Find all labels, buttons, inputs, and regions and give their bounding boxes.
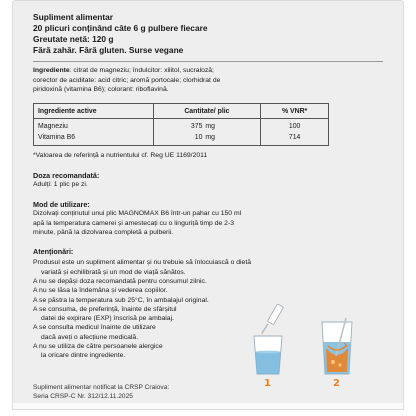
warning-text: A se consuma, de preferință, înainte de sfârșitul <box>33 305 177 313</box>
usage-line-3: minute, până la dizolvarea completă a pulberii. <box>33 229 174 236</box>
notification-notice <box>33 383 169 401</box>
notice-line-2: Seria CRSP-C Nr. 312/12.11.2025 <box>33 393 133 401</box>
warning-text-cont: variată și echilibrată și un mod de viață sănătos. <box>41 268 186 276</box>
row-name: Vitamina B6 <box>38 133 76 141</box>
sachet-icon <box>262 304 283 333</box>
warning-text: A se păstra la temperatura sub 25°C, în ambalajul original. <box>33 296 209 304</box>
warnings-title: Atenționări: <box>33 247 74 257</box>
row-vnr: 714 <box>261 132 329 146</box>
label-content <box>33 12 383 361</box>
warning-text: Produsul este un supliment alimentar și nu trebuie să înlocuiască o dietă <box>33 259 252 267</box>
dose-title: Doza recomandată: <box>33 170 100 180</box>
row-amount-unit: mg <box>205 133 215 141</box>
table-header-ingredient: Ingrediente active <box>34 103 154 118</box>
list-item <box>33 258 265 277</box>
glass-icon <box>322 322 352 374</box>
dose-text: Adulți: 1 plic pe zi. <box>33 180 88 188</box>
ingredients-line-2: corector de aciditate: acid citric; aromă portocale; clorhidrat de <box>33 76 221 84</box>
usage-title: Mod de utilizare: <box>33 200 90 210</box>
nutrition-table <box>33 103 329 146</box>
row-amount-value: 10 <box>194 133 203 141</box>
table-footnote: *Valoarea de referință a nutrientului cf. Reg UE 1169/2011 <box>33 151 208 159</box>
header-line-2: 20 plicuri conținând câte 6 g pulbere fiecare <box>33 23 208 33</box>
warning-text: A nu se utiliza de către persoanele alergice <box>33 343 163 351</box>
header-line-4: Fără zahăr. Fără gluten. Surse vegane <box>33 45 184 55</box>
list-item <box>33 277 265 286</box>
table-row <box>34 118 329 132</box>
header-line-3: Greutate netă: 120 g <box>33 34 114 44</box>
ingredients-label: Ingrediente <box>33 67 70 74</box>
row-amount <box>153 118 261 132</box>
row-vnr: 100 <box>261 118 329 132</box>
step-1-number: 1 <box>264 378 271 389</box>
row-amount-unit: mg <box>205 122 215 130</box>
step-1-illustration <box>248 302 294 384</box>
notice-line-1: Supliment alimentar notificat la CRSP Craiova: <box>33 384 170 391</box>
row-amount-value: 375 <box>190 122 203 130</box>
warning-text-cont: dacă aveți o afecțiune medicală. <box>41 333 139 341</box>
ingredients-block <box>33 66 383 95</box>
row-amount <box>153 132 261 146</box>
header-line-1: Supliment alimentar <box>33 12 114 22</box>
table-header-row <box>34 103 329 118</box>
table-row <box>34 132 329 146</box>
table-header-vnr: % VNR* <box>261 103 329 118</box>
warning-text-cont: datei de expirare (EXP) înscrisă pe ambalaj. <box>41 315 174 323</box>
step-2-illustration <box>316 318 362 384</box>
warnings-list <box>33 258 265 360</box>
package-bottom-edge <box>12 403 404 410</box>
warning-text: A nu se lăsa la îndemâna și vederea copiilor. <box>33 287 168 295</box>
ingredients-line-3: piridoxină (vitamina B6); colorant: riboflavină. <box>33 86 169 94</box>
list-item <box>33 296 265 305</box>
usage-line-1: Dizolvați conținutul unui plic MAGNOMAX B6 într-un pahar cu 150 ml <box>33 210 242 218</box>
warning-text: A nu se depăși doza recomandată pentru consumul zilnic. <box>33 278 207 285</box>
list-item <box>33 305 265 324</box>
row-name: Magneziu <box>38 122 68 130</box>
warning-text-cont: la oricare dintre ingrediente. <box>41 352 126 360</box>
list-item <box>33 323 265 342</box>
step-2-number: 2 <box>333 378 340 389</box>
warning-text: A se consulta medicul înainte de utilizare <box>33 324 156 332</box>
list-item <box>33 286 265 295</box>
glass-icon <box>254 336 282 374</box>
list-item <box>33 342 265 361</box>
header-divider <box>33 61 383 62</box>
usage-line-2: apă la temperatura camerei și amestecați cu o linguriță timp de 2-3 <box>33 219 234 227</box>
ingredients-line-1: : citrat de magneziu; îndulcitor: xilitol, sucraloză; <box>69 67 214 74</box>
table-header-amount: Cantitate/ plic <box>153 103 261 118</box>
